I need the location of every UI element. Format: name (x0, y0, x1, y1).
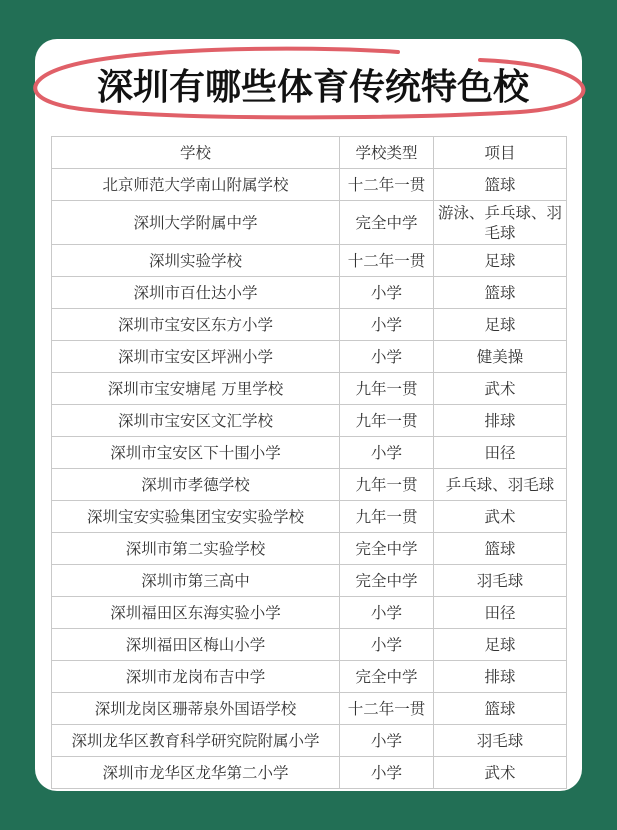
cell-sport: 足球 (434, 629, 567, 661)
cell-school-name: 深圳福田区东海实验小学 (52, 597, 340, 629)
cell-sport: 排球 (434, 661, 567, 693)
cell-school-name: 深圳市宝安区下十围小学 (52, 437, 340, 469)
table-row (52, 169, 567, 201)
cell-school-type: 十二年一贯 (340, 693, 434, 725)
cell-school-name: 深圳市第三高中 (52, 565, 340, 597)
cell-sport: 篮球 (434, 533, 567, 565)
cell-sport: 足球 (434, 309, 567, 341)
cell-school-name: 深圳福田区梅山小学 (52, 629, 340, 661)
page-title: 深圳有哪些体育传统特色校 (96, 67, 529, 108)
cell-school-type: 九年一贯 (340, 373, 434, 405)
cell-school-type: 小学 (340, 597, 434, 629)
table-row (52, 405, 567, 437)
cell-school-type: 九年一贯 (340, 405, 434, 437)
table-header-row (52, 137, 567, 169)
cell-school-name: 深圳实验学校 (52, 245, 340, 277)
cell-sport: 乒乓球、羽毛球 (434, 469, 567, 501)
table-row (52, 757, 567, 789)
table-row (52, 373, 567, 405)
cell-school-type: 小学 (340, 757, 434, 789)
table-row (52, 501, 567, 533)
cell-school-type: 完全中学 (340, 661, 434, 693)
cell-school-type: 九年一贯 (340, 469, 434, 501)
cell-sport: 篮球 (434, 693, 567, 725)
table-row (52, 309, 567, 341)
cell-sport: 武术 (434, 373, 567, 405)
table-body (52, 169, 567, 789)
cell-school-type: 小学 (340, 309, 434, 341)
column-header-type: 学校类型 (340, 137, 434, 169)
table-row (52, 629, 567, 661)
table-row (52, 437, 567, 469)
cell-school-type: 小学 (340, 629, 434, 661)
column-header-school: 学校 (52, 137, 340, 169)
cell-sport: 排球 (434, 405, 567, 437)
cell-school-type: 完全中学 (340, 201, 434, 245)
table-row (52, 533, 567, 565)
table-row (52, 201, 567, 245)
cell-school-type: 十二年一贯 (340, 245, 434, 277)
cell-school-name: 深圳市龙岗布吉中学 (52, 661, 340, 693)
cell-school-type: 完全中学 (340, 533, 434, 565)
table-row (52, 597, 567, 629)
title-banner (0, 0, 617, 130)
column-header-sport: 项目 (434, 137, 567, 169)
table-row (52, 277, 567, 309)
cell-school-name: 深圳市宝安区东方小学 (52, 309, 340, 341)
cell-school-name: 深圳大学附属中学 (52, 201, 340, 245)
cell-school-name: 深圳市第二实验学校 (52, 533, 340, 565)
cell-school-name: 深圳市宝安区文汇学校 (52, 405, 340, 437)
cell-school-name: 深圳市宝安塘尾 万里学校 (52, 373, 340, 405)
cell-sport: 武术 (434, 757, 567, 789)
table-row (52, 341, 567, 373)
table-row (52, 725, 567, 757)
cell-school-name: 深圳市孝德学校 (52, 469, 340, 501)
cell-school-name: 深圳市宝安区坪洲小学 (52, 341, 340, 373)
cell-sport: 篮球 (434, 169, 567, 201)
cell-school-type: 九年一贯 (340, 501, 434, 533)
cell-school-name: 深圳宝安实验集团宝安实验学校 (52, 501, 340, 533)
cell-sport: 田径 (434, 597, 567, 629)
table-row (52, 693, 567, 725)
cell-sport: 健美操 (434, 341, 567, 373)
cell-school-name: 北京师范大学南山附属学校 (52, 169, 340, 201)
cell-sport: 羽毛球 (434, 565, 567, 597)
cell-school-name: 深圳市龙华区龙华第二小学 (52, 757, 340, 789)
cell-sport: 篮球 (434, 277, 567, 309)
table-row (52, 565, 567, 597)
cell-school-type: 小学 (340, 725, 434, 757)
cell-school-type: 完全中学 (340, 565, 434, 597)
schools-table (51, 136, 567, 789)
cell-school-name: 深圳龙华区教育科学研究院附属小学 (52, 725, 340, 757)
table-row (52, 245, 567, 277)
cell-school-name: 深圳市百仕达小学 (52, 277, 340, 309)
cell-sport: 田径 (434, 437, 567, 469)
cell-school-name: 深圳龙岗区珊蒂泉外国语学校 (52, 693, 340, 725)
cell-sport: 足球 (434, 245, 567, 277)
cell-sport: 羽毛球 (434, 725, 567, 757)
table-row (52, 469, 567, 501)
cell-school-type: 小学 (340, 341, 434, 373)
table-row (52, 661, 567, 693)
cell-school-type: 十二年一贯 (340, 169, 434, 201)
cell-school-type: 小学 (340, 437, 434, 469)
cell-school-type: 小学 (340, 277, 434, 309)
cell-sport: 武术 (434, 501, 567, 533)
cell-sport: 游泳、乒乓球、羽毛球 (434, 201, 567, 245)
